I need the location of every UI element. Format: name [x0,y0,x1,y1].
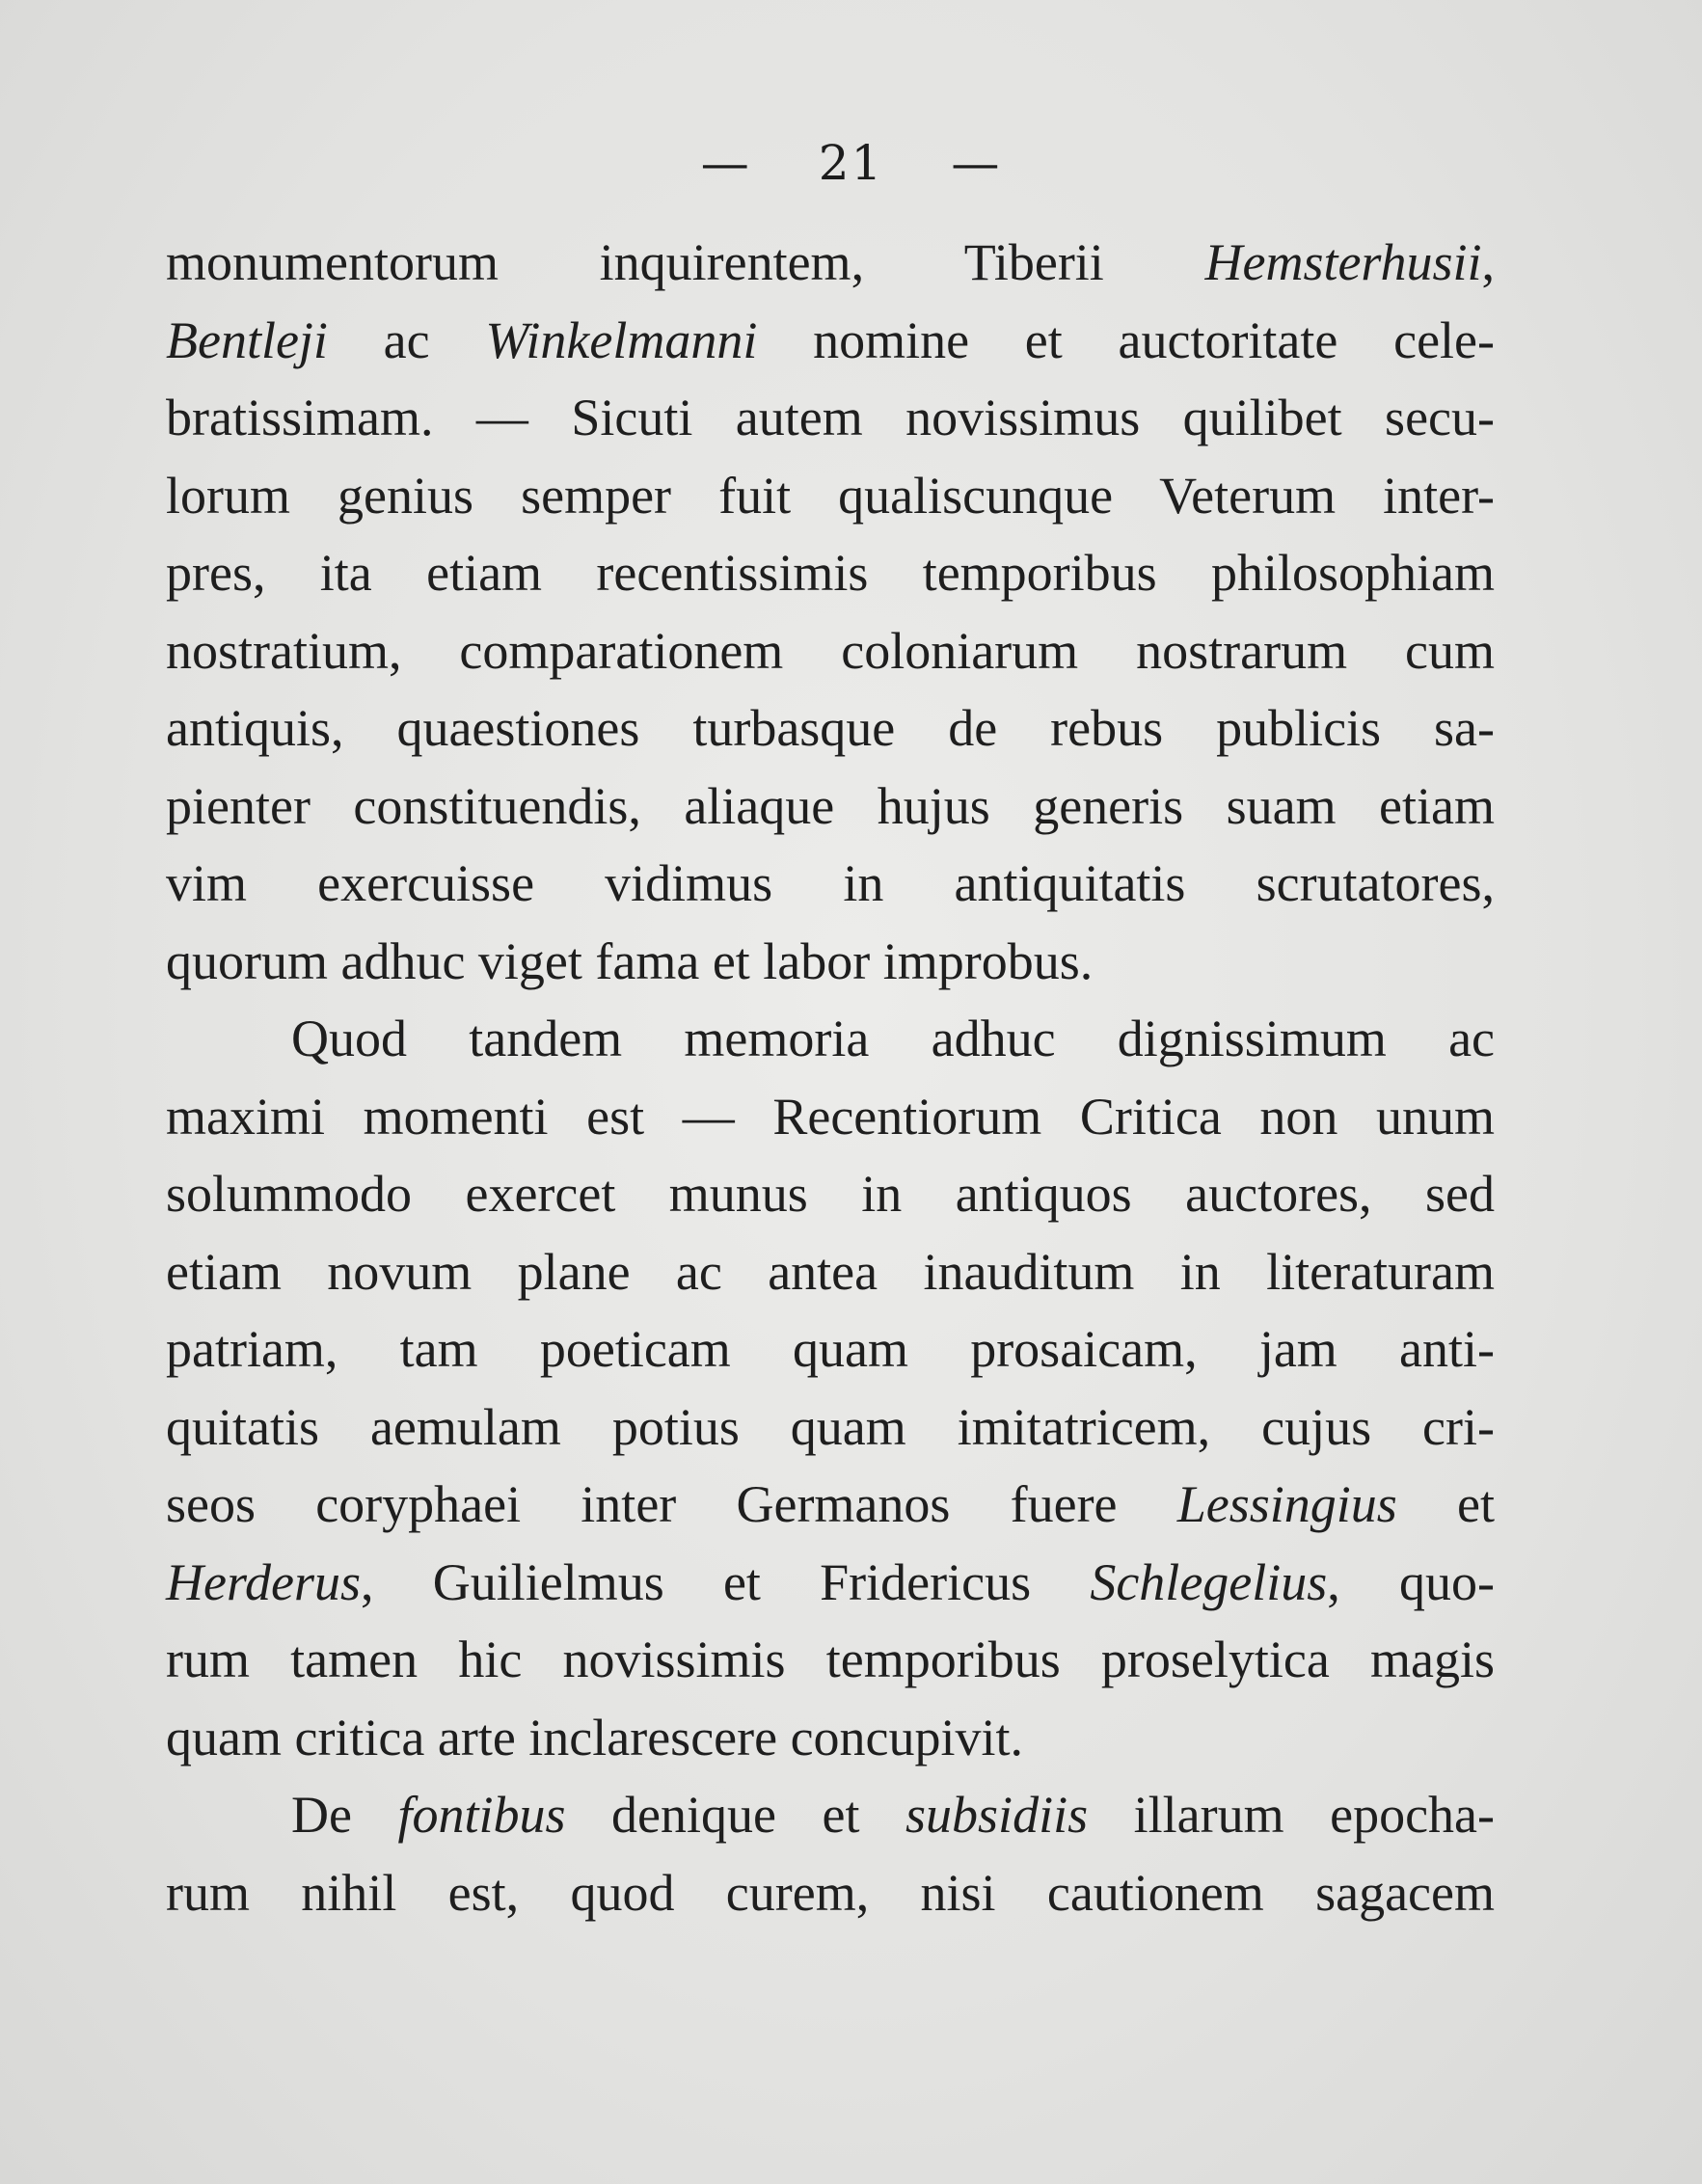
text-line: patriam, tam poeticam quam prosaicam, jam anti- [166,1320,1495,1378]
text-line: maximi momenti est — Recentiorum Critica non unum [166,1087,1495,1146]
text-line: rum tamen hic novissimis temporibus proselytica magis [166,1631,1495,1688]
text-line: nostratium, comparationem coloniarum nostrarum cum [166,621,1495,680]
text-line: antiquis, quaestiones turbasque de rebus publicis sa- [166,699,1495,757]
page-number: 21 [818,135,884,191]
text-line: lorum genius semper fuit qualiscunque Veterum inter- [166,466,1495,525]
body-text [166,224,1495,1931]
text-line: vim exercuisse vidimus in antiquitatis scrutatores, [166,854,1495,912]
paragraph-2 [166,1000,1495,1776]
text-line: etiam novum plane ac antea inauditum in literaturam [166,1242,1495,1301]
text-line: Quod tandem memoria adhuc dignissimum ac [291,1010,1495,1067]
text-line: quorum adhuc viget fama et labor improbus. [166,931,1094,990]
text-line: pienter constituendis, aliaque hujus generis suam etiam [166,776,1495,835]
text-line: De fontibus denique et subsidiis illarum epocha- [291,1786,1495,1844]
text-line: quitatis aemulam potius quam imitatricem, cujus cri- [166,1397,1495,1456]
text-line: quam critica arte inclarescere concupivit. [166,1708,1024,1766]
text-line: solummodo exercet munus in antiquos auctores, sed [166,1165,1495,1223]
header-dash-left: — [700,135,751,191]
text-line: Bentleji ac Winkelmanni nomine et auctoritate cele- [166,310,1496,369]
text-line: pres, ita etiam recentissimis temporibus philosophiam [166,544,1495,602]
header-dash-right: — [951,135,1002,191]
paragraph-3 [166,1776,1495,1931]
text-line: seos coryphaei inter Germanos fuere Lessingius et [166,1475,1495,1533]
text-line: Herderus, Guilielmus et Fridericus Schlegelius, quo- [166,1552,1495,1611]
page-header [0,135,1702,191]
text-line: monumentorum inquirentem, Tiberii Hemsterhusii, [166,233,1495,291]
text-line: rum nihil est, quod curem, nisi cautionem sagacem [166,1863,1495,1922]
text-line: bratissimam. — Sicuti autem novissimus quilibet secu- [166,389,1495,446]
paragraph-1 [166,224,1495,1000]
